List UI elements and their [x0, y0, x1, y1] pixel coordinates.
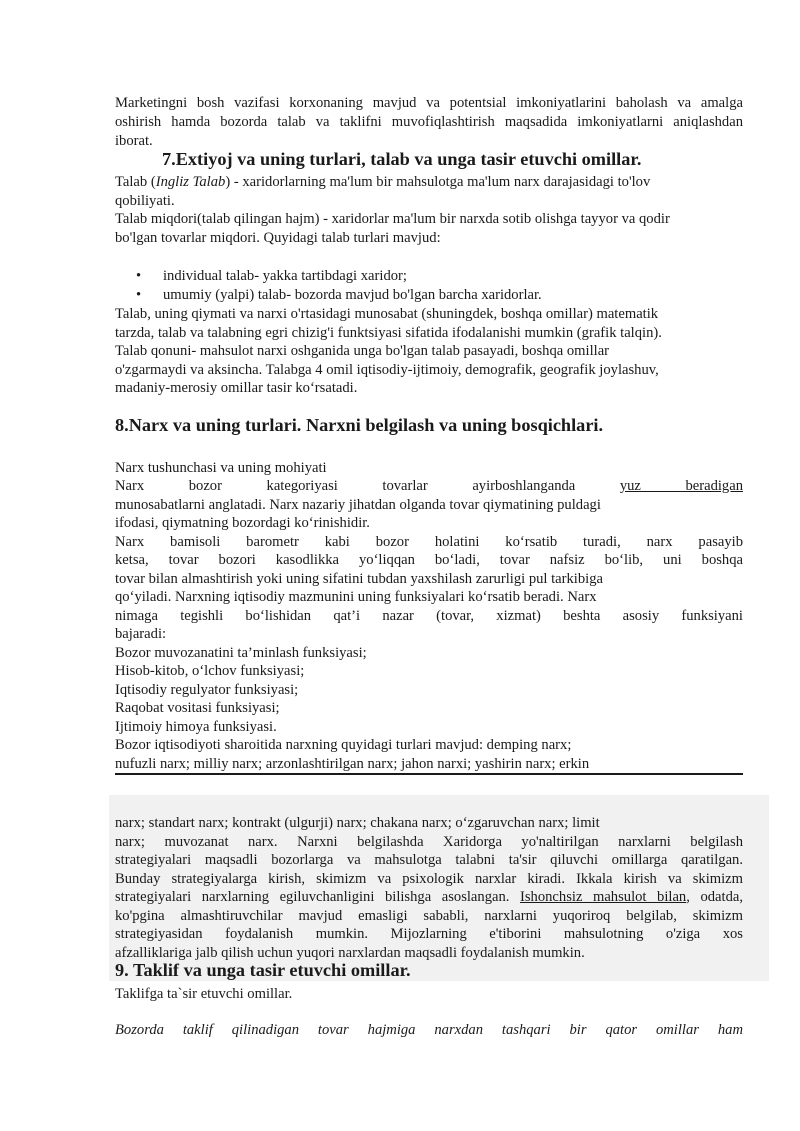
taklif-italic-line: Bozorda taklif qilinadigan tovar hajmiga narxdan tashqari bir qator omillar ham	[115, 1022, 743, 1038]
types-line-4-rest: Narxni belgilashda Xaridorga yo'naltirilgan narxlarni belgilash	[297, 834, 743, 850]
page-break-rule	[115, 773, 743, 775]
types-line-2: nufuzli narx; milliy narx; arzonlashtirilgan narx; jahon narxi; yashirin narx; erkin	[115, 756, 590, 772]
intro-line-3: iborat.	[115, 133, 153, 149]
barometer-line-6: bajaradi:	[115, 626, 167, 642]
strategy-line-3-underlined: Ishonchsiz mahsulot bilan	[520, 889, 687, 905]
list-item: • individual talab- yakka tartibdagi xaridor;	[136, 268, 542, 287]
talab-para-line-4: o'zgarmaydi va aksincha. Talabga 4 omil iqtisodiy-ijtimoiy, demografik, geografik joylashuv,	[115, 362, 659, 378]
intro-line-2: oshirish hamda bozorda talab va taklifni muvofiqlashtirish maqsadida imkoniyatlarni aniqlashdan	[115, 114, 743, 130]
function-item: Raqobat vositasi funksiyasi;	[115, 700, 280, 716]
barometer-line-5: nimaga tegishli bo‘lishidan qat’i nazar (tovar, xizmat) beshta asosiy funksiyani	[115, 608, 743, 624]
talab-para-line-3: Talab qonuni- mahsulot narxi oshganida unga bo'lgan talab pasayadi, boshqa omillar	[115, 343, 610, 359]
strategy-line-3	[115, 889, 743, 906]
def-prefix: Talab (	[115, 174, 156, 190]
strategy-line-3-end: , odatda,	[686, 889, 743, 905]
section-8-heading: 8.Narx va uning turlari. Narxni belgilash va uning bosqichlari.	[115, 415, 604, 435]
barometer-line-3: tovar bilan almashtirish yoki uning sifatini tubdan yaxshilash zarurligi pul tarkibiga	[115, 571, 603, 587]
narx-subheading: Narx tushunchasi va uning mohiyati	[115, 460, 327, 476]
types-line-1: Bozor iqtisodiyoti sharoitida narxning quyidagi turlari mavjud: demping narx;	[115, 737, 572, 753]
def-italic: Ingliz Talab	[155, 174, 226, 190]
strategy-line-5: strategiyasidan foydalanish mumkin. Mijozlarning e'tiborini mahsulotning o'ziga xos	[115, 926, 743, 942]
narx-line-1-main: Narx bozor kategoriyasi tovarlar ayirboshlanganda	[115, 478, 620, 494]
narx-line-2: munosabatlarni anglatadi. Narx nazariy jihatdan olganda tovar qiymatining puldagi	[115, 497, 601, 513]
function-item: Bozor muvozanatini ta’minlash funksiyasi;	[115, 645, 367, 661]
list-item: • umumiy (yalpi) talab- bozorda mavjud bo'lgan barcha xaridorlar.	[136, 287, 542, 306]
narx-line-3: ifodasi, qiymatning bozordagi ko‘rinishidir.	[115, 515, 370, 531]
barometer-line-2: ketsa, tovar bozori kasodlikka yo‘liqqan bo‘ladi, tovar nafsiz bo‘lib, uni boshqa	[115, 552, 743, 568]
function-item: Ijtimoiy himoya funksiyasi.	[115, 719, 277, 735]
intro-line-1: Marketingni bosh vazifasi korxonaning mavjud va potentsial imkoniyatlarini baholash va amalga	[115, 95, 743, 111]
strategy-line-4: ko'pgina almashtiruvchilar mavjud emasligi sababli, narxlarni yuqoriroq belgilab, skimizm	[115, 908, 743, 924]
types-line-4-start: narx; muvozanat narx.	[115, 834, 278, 850]
talab-definition	[115, 174, 743, 191]
talab-para-line-5: madaniy-merosiy omillar tasir ko‘rsatadi.	[115, 380, 358, 396]
talab-types-list	[136, 268, 542, 306]
talab-qty-line-1: Talab miqdori(talab qilingan hajm) - xaridorlar ma'lum bir narxda sotib olishga tayyor va qodir	[115, 211, 670, 227]
talab-qty-line-2: bo'lgan tovarlar miqdori. Quyidagi talab turlari mavjud:	[115, 230, 441, 246]
section-9-heading: 9. Taklif va unga tasir etuvchi omillar.	[115, 960, 411, 980]
section-7-heading: 7.Extiyoj va uning turlari, talab va unga tasir etuvchi omillar.	[162, 149, 642, 169]
types-line-3: narx; standart narx; kontrakt (ulgurji) narx; chakana narx; o‘zgaruvchan narx; limit	[115, 815, 600, 831]
barometer-line-1: Narx bamisoli barometr kabi bozor holatini ko‘rsatib turadi, narx pasayib	[115, 534, 743, 550]
function-item: Hisob-kitob, o‘lchov funksiyasi;	[115, 663, 305, 679]
strategy-line-2: Bunday strategiyalarga kirish, skimizm va psixologik narxlar kiradi. Ikkala kirish va skimizm	[115, 871, 743, 887]
strategy-line-1: strategiyalari maqsadli bozorlarga va mahsulotga talabni ta'sir qiluvchi omillarga qaratilgan.	[115, 852, 743, 868]
types-line-4	[115, 834, 743, 851]
barometer-line-4: qo‘yiladi. Narxning iqtisodiy mazmunini uning funksiyalari ko‘rsatib beradi. Narx	[115, 589, 597, 605]
def-suffix: ) - xaridorlarning ma'lum bir mahsulotga ma'lum narx darajasidagi to'lov	[225, 174, 651, 190]
strategy-line-3-start: strategiyalari narxlarning egiluvchanligini bilishga asoslangan.	[115, 889, 520, 905]
strategy-line-6: afzalliklariga jalb qilish uchun yuqori narxlardan maqsadli foydalanish mumkin.	[115, 945, 585, 961]
talab-definition-line-2: qobiliyati.	[115, 193, 175, 209]
talab-para-line-1: Talab, uning qiymati va narxi o'rtasidagi munosabat (shuningdek, boshqa omillar) matematik	[115, 306, 659, 322]
taklif-subheading: Taklifga ta`sir etuvchi omillar.	[115, 986, 293, 1002]
narx-line-1-underlined: yuz beradigan	[619, 478, 743, 494]
narx-line-1	[115, 478, 743, 495]
function-item: Iqtisodiy regulyator funksiyasi;	[115, 682, 299, 698]
talab-para-line-2: tarzda, talab va talabning egri chizig'i funktsiyasi sifatida ifodalanishi mumkin (grafik talqin).	[115, 325, 662, 341]
